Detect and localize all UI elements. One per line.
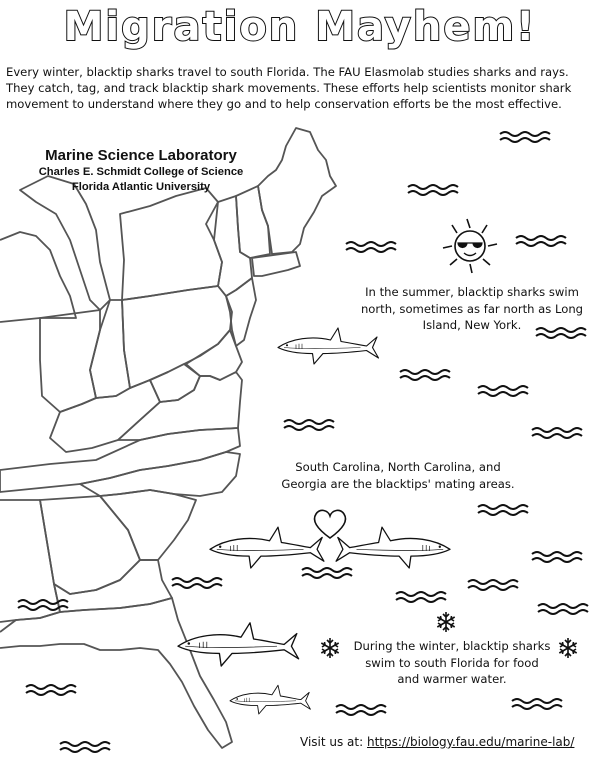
lab-university: Florida Atlantic University xyxy=(71,181,211,193)
wave-icon xyxy=(408,185,458,195)
lab-name: Marine Science Laboratory xyxy=(45,147,237,164)
summer-note xyxy=(352,284,592,334)
intro-line: They catch, tag, and track blacktip shark movements. These efforts help scientists monitor shark xyxy=(6,81,572,95)
mating-note xyxy=(268,459,528,492)
wave-icon xyxy=(468,580,518,590)
wave-icon xyxy=(532,428,582,438)
sun-icon xyxy=(443,219,497,273)
wave-icon xyxy=(478,386,528,396)
wave-icon xyxy=(400,370,450,380)
snowflake-icon xyxy=(437,612,454,632)
shark-illustration xyxy=(336,527,450,568)
snowflake-icon xyxy=(321,638,338,658)
note-line: swim to south Florida for food xyxy=(365,655,539,670)
intro-line: Every winter, blacktip sharks travel to south Florida. The FAU Elasmolab studies sharks and rays. xyxy=(6,65,569,79)
note-line: During the winter, blacktip sharks xyxy=(353,639,551,653)
wave-icon xyxy=(516,236,566,246)
winter-note xyxy=(342,638,562,688)
wave-icon xyxy=(396,592,446,602)
visit-label: Visit us at: xyxy=(300,735,364,749)
wave-icon xyxy=(18,600,68,610)
shark-illustration xyxy=(178,623,299,666)
note-line: north, sometimes as far north as Long xyxy=(360,301,584,316)
wave-icon xyxy=(284,420,334,430)
website-link[interactable]: https://biology.fau.edu/marine-lab/ xyxy=(367,735,575,749)
shark-illustration xyxy=(230,685,310,714)
heart-icon xyxy=(315,510,346,538)
note-line: In the summer, blacktip sharks swim xyxy=(365,285,579,299)
note-line: Island, New York. xyxy=(422,318,522,332)
wave-icon xyxy=(60,742,110,752)
wave-icon xyxy=(346,242,396,252)
note-line: South Carolina, North Carolina, and xyxy=(295,460,501,474)
east-coast-map xyxy=(0,128,336,748)
wave-icon xyxy=(172,578,222,588)
footer-visit xyxy=(300,735,592,749)
lab-college: Charles E. Schmidt College of Science xyxy=(38,166,244,178)
lab-credit xyxy=(22,146,260,195)
note-line: Georgia are the blacktips' mating areas. xyxy=(281,476,515,491)
wave-icon xyxy=(478,505,528,515)
wave-icon xyxy=(532,552,582,562)
wave-icon xyxy=(26,685,76,695)
wave-icon xyxy=(302,568,352,578)
wave-icon xyxy=(538,604,588,614)
intro-line: movement to understand where they go and to help conservation efforts be the most effective. xyxy=(6,97,562,111)
page-title: Migration Mayhem! xyxy=(63,4,537,50)
wave-icon xyxy=(500,132,550,142)
wave-icon xyxy=(336,705,386,715)
note-line: and warmer water. xyxy=(397,672,507,686)
wave-icon xyxy=(512,699,562,709)
shark-illustration xyxy=(210,527,324,568)
